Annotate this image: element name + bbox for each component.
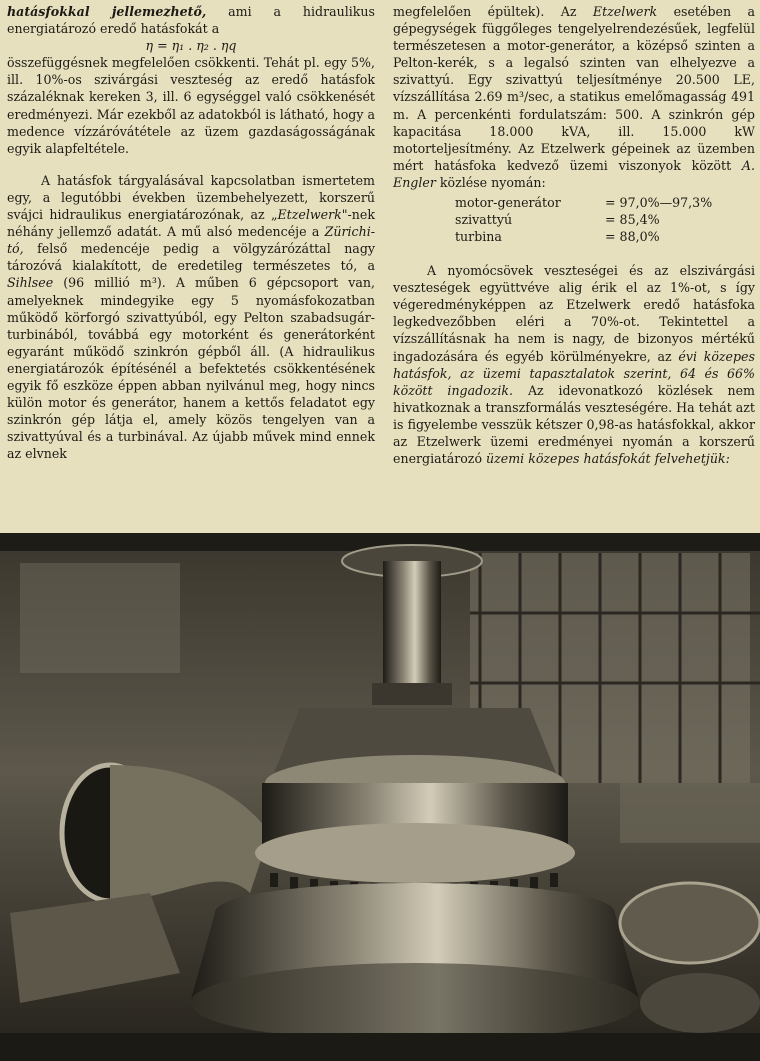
efficiency-formula: η = η₁ . η₂ . ηq	[145, 38, 237, 54]
paragraph-text: felső medencéje pedig a völgyzárózáttal nagy tározóvá kialakított, de eredetileg természetes tó, a	[7, 241, 375, 274]
paragraph-text: (96 millió m³). A műben 6 gépcsoport van, amelyeknek mindegyike egy 5 nyomásfokozatban működő körforgó szivattyúból, egy Pelton szabadsugár-turbinából, továbbá egy motorként és generátorként egyaránt működő szinkrón gépből áll. (A hidraulikus energiatározók építésénél a befektetés csökkentésének egyik fő eszköze éppen abban nyilvánul meg, hogy nincs külön motor és generátor, hanem a kettős feladatot egy szinkrón gép látja el, amely közös tengelyen van a szivattyúval és a turbinával. Az újabb művek mind ennek az elvnek	[7, 275, 375, 462]
efficiency-label: turbina	[455, 229, 502, 245]
efficiency-value: = 88,0%	[605, 229, 660, 245]
sihlsee-italic: Sihlsee	[7, 275, 54, 291]
right-paragraph-2	[393, 262, 755, 467]
efficiency-label: szivattyú	[455, 212, 513, 228]
paragraph-text: közlése nyomán:	[435, 174, 546, 190]
paragraph-gap	[393, 247, 755, 262]
machine-hall-illustration	[0, 533, 760, 1061]
machine-hall-photo	[0, 533, 760, 1061]
zurich-italic: Zürichi-tó,	[7, 224, 375, 257]
right-text-column	[393, 3, 755, 467]
efficiency-label: motor-generátor	[455, 195, 561, 211]
left-text-column	[7, 3, 375, 462]
left-paragraph-2: összefüggésnek megfelelően csökkenti. Tehát pl. egy 5%, ill. 10%-os szivárgási veszteség az eredő hatásfok százaléknak kereken 3, ill. 6 egységgel való csökkenését eredményezi. Már ezekből az adatokból is látható, hogy a medence vízzáróvátétele az üzem gazdaságosságának egyik alapfeltétele.	[7, 55, 375, 156]
etzelwerk-italic: Etzelwerk	[277, 207, 342, 223]
left-paragraph-3	[7, 172, 375, 463]
engler-italic: A. Engler	[393, 157, 755, 190]
table-row	[455, 228, 712, 245]
paragraph-text: A nyomócsövek veszteségei és az elszivárgási veszteségek együttvéve alig érik el az 1%-ot, s így végeredményképpen az Etzelwerk eredő hatásfoka legkedvezőbben eléri a 70%-ot. Tekintettel a vízszállításnak ha nem is nagy, de bizonyos mértékű ingadozására és egyéb körülményekre, az	[393, 263, 755, 364]
paragraph-gap	[7, 157, 375, 172]
paragraph-text: esetében a gépegységek függőleges tengelyelrendezésűek, legfelül természetesen a motor-generátor, a középső szinten a Pelton-kerék, s a legalsó szinten van elhelyezve a szivattyú. Egy szivattyú teljesítménye 20.500 LE, vízszállítása 2.69 m³/sec, a statikus emelőmagasság 491 m. A percenkénti fordulatszám: 500. A szinkrón gép kapacitása 18.000 kVA, ill. 15.000 kW motorteljesítmény. Az Etzelwerk gépeinek az üzemben mért hatásfoka kedvező üzemi viszonyok között	[393, 4, 755, 173]
paragraph-text: Az idevonatkozó közlések nem hivatkoznak a transzformálás veszteségére. Ha tehát azt is figyelembe vesszük kétszer 0,98-as hatásfokkal, akkor az Etzelwerk üzemi eredményei nyomán a korszerű energiatározó	[393, 382, 755, 467]
right-paragraph-1	[393, 3, 755, 191]
efficiency-value: = 97,0%—97,3%	[605, 195, 713, 211]
paragraph-text: megfelelően épültek). Az	[393, 4, 593, 19]
paragraph-text: A hatásfok tárgyalásával kapcsolatban ismertetem egy, a legutóbbi években üzembehelyezett, korszerű svájci hidraulikus energiatározónak, az „	[7, 172, 375, 223]
paragraph-text: ami a hidraulikus energiatározó eredő hatásfokát a	[7, 4, 375, 37]
left-paragraph-1	[7, 3, 375, 37]
italic-lead: hatásfokkal jellemezhető,	[7, 4, 207, 19]
table-row	[455, 211, 712, 228]
efficiency-value: = 85,4%	[605, 212, 660, 228]
table-row	[455, 194, 712, 211]
etzelwerk-italic: Etzelwerk	[592, 4, 658, 19]
annual-efficiency-italic: évi közepes hatásfok, az üzemi tapasztalatok szerint, 64 és 66% között ingadozik.	[393, 348, 755, 398]
operating-efficiency-italic: üzemi közepes hatásfokát felvehetjük:	[486, 451, 730, 467]
paragraph-text: "-nek néhány jellemző adatát. A mű alsó medencéje a	[7, 207, 375, 240]
efficiency-table	[455, 194, 712, 245]
